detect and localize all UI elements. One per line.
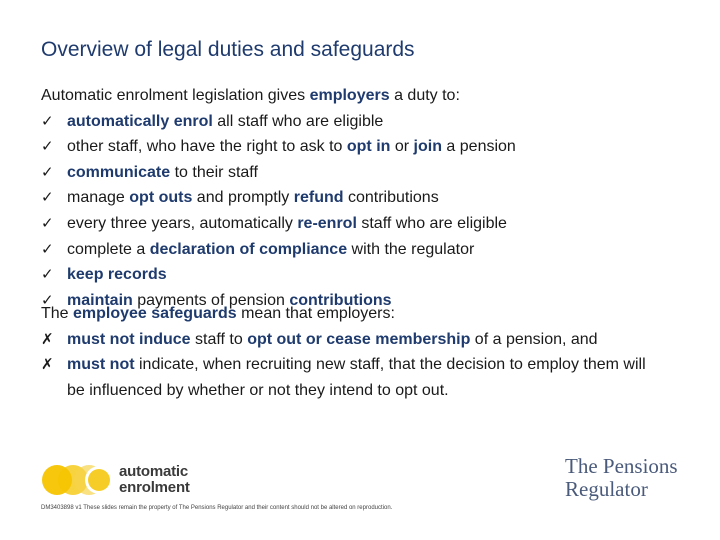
check-icon: ✓	[41, 213, 54, 232]
duties-list	[41, 109, 516, 314]
regulator-line1: The Pensions	[565, 454, 678, 478]
logo-text	[119, 464, 190, 496]
safeguard-item	[41, 352, 667, 403]
duties-intro-pre: Automatic enrolment legislation gives	[41, 87, 310, 104]
duties-intro-highlight: employers	[309, 87, 390, 104]
cross-icon: ✗	[41, 329, 54, 348]
highlight-text: must not	[67, 356, 135, 374]
cross-icon: ✗	[41, 355, 54, 374]
item-text: staff who are eligible	[356, 214, 507, 232]
highlight-text: opt outs	[129, 189, 193, 207]
check-icon: ✓	[41, 188, 54, 207]
item-text: contributions	[343, 189, 439, 207]
automatic-enrolment-logo	[41, 460, 201, 500]
check-icon: ✓	[41, 290, 54, 309]
item-text: every three years, automatically	[67, 214, 298, 232]
check-icon: ✓	[41, 265, 54, 284]
item-text: complete a	[67, 240, 150, 258]
item-text: a pension	[441, 138, 516, 156]
duty-item	[41, 109, 516, 135]
highlight-text: join	[413, 138, 442, 156]
item-text: staff to	[190, 330, 248, 348]
highlight-text: keep records	[67, 266, 167, 284]
check-icon: ✓	[41, 162, 54, 181]
logo-line1: automatic	[119, 463, 189, 480]
highlight-text: refund	[293, 189, 344, 207]
duties-section	[41, 83, 516, 313]
duty-item	[41, 262, 516, 288]
item-text: to their staff	[170, 163, 258, 181]
slide-title: Overview of legal duties and safeguards	[41, 38, 415, 61]
duties-intro-post: a duty to:	[389, 87, 460, 104]
highlight-text: declaration of compliance	[149, 240, 348, 258]
footnote: DM3403898 v1 These slides remain the property of The Pensions Regulator and their content should not be altered on reproduction.	[41, 505, 393, 511]
safeguard-item	[41, 327, 667, 353]
safeguards-intro	[41, 301, 667, 327]
duty-item	[41, 185, 516, 211]
highlight-text: communicate	[67, 163, 171, 181]
safeguards-intro-highlight: employee safeguards	[73, 305, 237, 322]
safeguards-section	[41, 301, 667, 403]
pensions-regulator-logo	[565, 455, 678, 501]
item-text: all staff who are eligible	[212, 112, 384, 130]
item-text: payments of pension	[132, 291, 290, 309]
duty-item	[41, 237, 516, 263]
safeguards-intro-pre: The	[41, 305, 74, 322]
duties-intro	[41, 83, 516, 109]
highlight-text: contributions	[289, 291, 392, 309]
duty-item	[41, 160, 516, 186]
logo-line2: enrolment	[119, 479, 190, 496]
item-text: of a pension, and	[470, 330, 598, 348]
item-text: manage	[67, 189, 130, 207]
item-text: and promptly	[192, 189, 294, 207]
safeguards-list	[41, 327, 667, 404]
highlight-text: opt in	[346, 138, 391, 156]
highlight-text: opt out or cease membership	[247, 330, 471, 348]
item-text: indicate, when recruiting new staff, that the decision to employ them will be influenced by whether or not they intend to opt out.	[67, 356, 646, 399]
check-icon: ✓	[41, 137, 54, 156]
highlight-text: maintain	[67, 291, 133, 309]
duty-item	[41, 211, 516, 237]
safeguards-intro-post: mean that employers:	[236, 305, 395, 322]
overlapping-circles-logo-icon	[41, 460, 117, 500]
check-icon: ✓	[41, 239, 54, 258]
highlight-text: must not induce	[67, 330, 191, 348]
check-icon: ✓	[41, 111, 54, 130]
highlight-text: re-enrol	[297, 214, 357, 232]
item-text: or	[390, 138, 414, 156]
item-text: with the regulator	[347, 240, 475, 258]
duty-item	[41, 134, 516, 160]
item-text: other staff, who have the right to ask to	[67, 138, 347, 156]
highlight-text: automatically enrol	[67, 112, 213, 130]
regulator-line2: Regulator	[565, 477, 648, 501]
